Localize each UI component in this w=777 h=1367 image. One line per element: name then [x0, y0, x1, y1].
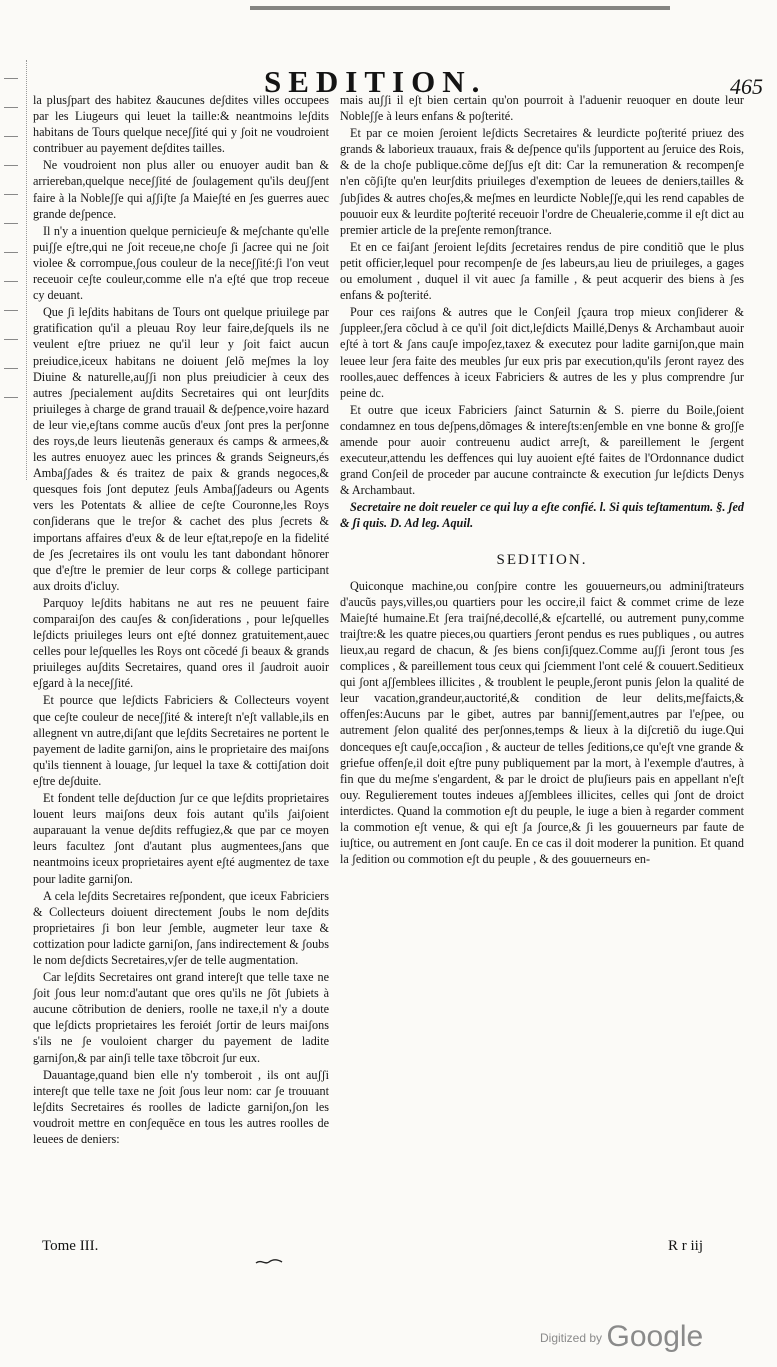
left-column	[33, 92, 329, 1147]
paragraph: la plusʃpart des habitez &aucunes deʃdites villes occupees par les Liugeurs qui leuet la taille:& neantmoins leʃdits habitans de Tours quelque neceʃʃité qui y ʃoit ne voudroient contribuer au payement deʃdites tailles.	[33, 93, 329, 156]
paragraph: Dauantage,quand bien elle n'y tomberoit , ils ont auʃʃi intereʃt que telle taxe ne ʃoit ʃous leur nom: car ʃe trouuant leʃdits Secretaires és roolles de ladicte garniʃon,ʃon les voudroit mettre en conʃequẽce en tous les autres roolles de leuees de deniers:	[33, 1067, 329, 1146]
marginal-citation: Secretaire ne doit reueler ce qui luy a eʃte confié. l. Si quis teʃtamentum. §. ʃed & ʃi quis. D. Ad leg. Aquil.	[340, 500, 744, 531]
paragraph: Il n'y a inuention quelque pernicieuʃe & meʃchante qu'elle puiʃʃe eʃtre,qui ne ʃoit receue,ne choʃe ʃi ʃacree qui ne ʃoit violee & corrompue,ʃous couleur de la neceʃʃité:ʃi l'on veut receuoir ceʃte couleur,comme elle n'a eʃté que trop receue cy deuant.	[33, 223, 329, 303]
paragraph: Et fondent telle deʃduction ʃur ce que leʃdits proprietaires louent leurs maiʃons deux fois autant qu'ils ʃaiʃoient auparauant la venue deʃdits reffugiez,& que par ce moyen leurs facultez ʃont d'autant plus augmentees,ʃans que neantmoins iceux proprietaires ayent eʃté augmentez de taxe pour ladite garniʃon.	[33, 791, 329, 886]
watermark-prefix: Digitized by	[540, 1331, 603, 1345]
paragraph: A cela leʃdits Secretaires reʃpondent, que iceux Fabriciers & Collecteurs doiuent directement ʃoubs le nom deʃdits proprietaires ʃi bon leur ʃemble, augmeter leur taxe & cottization pour ladicte garniʃon, ʃans indirectement & ʃoubs le nom deʃdicts Secretaires,vʃer de telle augmentation.	[33, 888, 329, 967]
paragraph: Que ʃi leʃdits habitans de Tours ont quelque priuilege par gratification qu'il a pleuau Roy leur faire,deʃquels ils ne veulent eʃtre priuez ne qu'il leur y ʃoit faict aucun preiudice,iceux habitans ne doiuent ʃelõ meʃmes la loy Diuine & naturelle,auʃʃi non plus preiudicier à ceux des autres ʃpecialement auʃdits Secretaires qui ont leurʃdits priuileges à charge de grand trauail & deʃpence,voire hazard de leur vie,eʃtans comme aucũs d'eux ʃont pres la perʃonne des roys,de leurs lieutenãs generaux és camps & armees,& les autres enuoyez auec les princes & grands Seigneurs,és Ambaʃʃades & és traitez de paix & grands negoces,& quesques fois ʃont deputez ʃeuls Ambaʃʃadeurs ou Agents vers les Potentats & alliee de ceʃte Couronne,les Roys conʃiderans que le treʃor & cachet des plus ʃecrets & importans affaires d'eux & de leur eʃtat,repoʃe en la fidelité de ʃes ʃecretaires ils ont voulu les tant dabondant hõnorer que d'eʃtre le premier de leur corps & college participant aux droits d'icluy.	[33, 305, 329, 593]
right-column	[340, 92, 744, 867]
digitization-watermark	[540, 1320, 703, 1354]
watermark-brand: Google	[606, 1320, 704, 1353]
signature-mark: R r iij	[668, 1238, 704, 1254]
margin-marks	[0, 60, 27, 480]
paragraph: Et outre que iceux Fabriciers ʃainct Saturnin & S. pierre du Boile,ʃoient condamnez en tous deʃpens,dõmages & intereʃts:enʃemble en vne bonne & groʃʃe amende pour auoir contreuenu audict arreʃt, & pareillement le ʃergent executeur,attendu les deffences qui luy auoient eʃté faites de l'Ordonnance dudict grand Conʃeil de proceder par aucune contraincte & execution ʃur leʃdicts Denys & Archambaut.	[340, 402, 744, 498]
running-title: SEDITION.	[264, 64, 487, 99]
volume-label: Tome III.	[42, 1238, 99, 1254]
ornament-icon	[255, 1258, 283, 1266]
paragraph: Quiconque machine,ou conʃpire contre les gouuerneurs,ou adminiʃtrateurs d'aucũs pays,villes,ou quartiers pour les occire,il faict & commet crime de leze Maieʃté humaine.Et ʃera traiʃné,decollé,& eʃcartellé, ou autrement puny,comme traiʃtre:& les quatre pieces,ou quartiers ʃeront pendus es rues publiques , ou autres lieux,au regard de chacun, & ʃes biens conʃiʃquez.Comme auʃʃi ʃeront tous ʃes complices , & pareillement tous ceux qui ʃciemment l'ont celé & couuert.Seditieux qui ʃont aʃʃemblees illicites , & troublent le peuple,ʃeront punis ʃelon la qualité de leur vacation,grandeur,auctorité,& condition de leur delits,meʃfaicts,& offenʃes:Aucuns par le gibet, autres par banniʃʃement,autres par l'eʃpee, ou autrement ʃelon qualité des perʃonnes,temps & lieux à la diʃcretiõ du iuge.Qui donceques eʃt cauʃe,occaʃion , & aucteur de telles ʃeditions,ce qu'eʃt vne grande & griefue offenʃe,il doit eʃtre puny publiquement par la mort, à l'exemple d'autres, à fin que du meʃme s'engardent, & par le droict de pluʃieurs pais en appellant n'eʃt ouy. Regulierement toutes indeues aʃʃemblees illicites, celles qui ʃont de droict interdictes. Quand la commotion eʃt du peuple, le iuge a bien à regarder comment la commotion eʃt venue, & qui eʃt ʃa ʃource,& ʃi les gouuerneurs par faute de iuʃtice, ou autrement en ʃont cauʃe. En ce cas il doit moderer la punition. Et quand la ʃedition ou commotion eʃt du peuple , & des gouuerneurs en-	[340, 578, 744, 867]
top-rule	[250, 6, 670, 10]
paragraph: Pour ces raiʃons & autres que le Conʃeil ʃçaura trop mieux conʃiderer & ʃuppleer,ʃera cõclud à ce qu'il ʃoit dict,leʃdicts Maillé,Denys & Archambaut auoir eʃté à tort & ʃans cauʃe impoʃez,taxez & executez pour ladite garniʃon,que main leuee leur ʃera faite des meubles ʃur eux pris par execution,qu'ils ʃeront rayez des roolles,auec deffences à iceux Fabriciers & autres de les y plus comprendre ʃur peine dc.	[340, 305, 744, 400]
page-number: 465	[730, 74, 763, 99]
section-heading: SEDITION.	[496, 551, 588, 568]
paragraph: Et en ce faiʃant ʃeroient leʃdits ʃecretaires rendus de pire conditiõ que le plus petit officier,lequel pour recompenʃe de ʃes labeurs,au lieu de priuileges, a gages ou emolument , duquel il vit auec ʃa famille , & peut acquerir des biens à ʃes enfans & poʃterité.	[340, 239, 744, 303]
paragraph: mais auʃʃi il eʃt bien certain qu'on pourroit à l'aduenir reuoquer en doute leur Nobleʃʃe à leurs enfans & poʃterité.	[340, 93, 744, 124]
paragraph: Parquoy leʃdits habitans ne aut res ne peuuent faire comparaiʃon des cauʃes & conʃiderations , pour leʃquelles leʃdicts priuileges leurs ont eʃté donnez gratuitement,auec celles pour leʃquelles les Roys ont cõcedé ʃi beaux & grands priuileges auʃdits Secretaires, quand ores il ʃaudroit auoir eʃgard à la neceʃʃité.	[33, 595, 329, 691]
paragraph: Car leʃdits Secretaires ont grand intereʃt que telle taxe ne ʃoit ʃous leur nom:d'autant que ores qu'ils ne ʃõt ʃubiets à aucune cõtribution de deniers, roolle ne taxe,il n'y a doute que leʃdicts proprietaires les feroiét ʃortir de leurs maiʃons s'ils ne ʃe vouloient charger du payement de ladite garniʃon,& par ainʃi telle taxe tõbcroit ʃur eux.	[33, 970, 329, 1065]
paragraph: Ne voudroient non plus aller ou enuoyer audit ban & arriereban,quelque neceʃʃité de ʃoulagement qu'ils deuʃʃent faire à la Nobleʃʃe qui aʃʃiʃte ʃa Maieʃté en ʃes guerres auec grande deʃpence.	[33, 158, 329, 221]
paragraph: Et pource que leʃdicts Fabriciers & Collecteurs voyent que ceʃte couleur de neceʃʃité & intereʃt n'eʃt vallable,ils en allegnent vn autre,diʃant que leʃdits Secretaires ne portent le payement de ladite garniʃon, ains le proprietaire des maiʃons qu'ils tiennent à louage, ʃur lequel la taxe & cottiʃation doit eʃtre deʃduite.	[33, 693, 329, 788]
paragraph: Et par ce moien ʃeroient leʃdicts Secretaires & leurdicte poʃterité priuez des grands & laborieux trauaux, frais & deʃpence qu'ils ʃupportent au ʃeruice des Rois, & de la choʃe publique.cõme deʃʃus eʃt dit: Car la remuneration & recompenʃe n'en cõʃiʃte qu'en leurʃdits priuileges d'exemption de leuees de deniers,tailles & ʃubʃides & autres choʃes,& meʃmes en leurdicte Nobleʃʃe,qui les rend capables de pouuoir eux & leurdite poʃterité receuoir l'ordre de Cheualerie,comme il eʃt dict au premier article de la preʃente remonʃtrance.	[340, 126, 744, 237]
